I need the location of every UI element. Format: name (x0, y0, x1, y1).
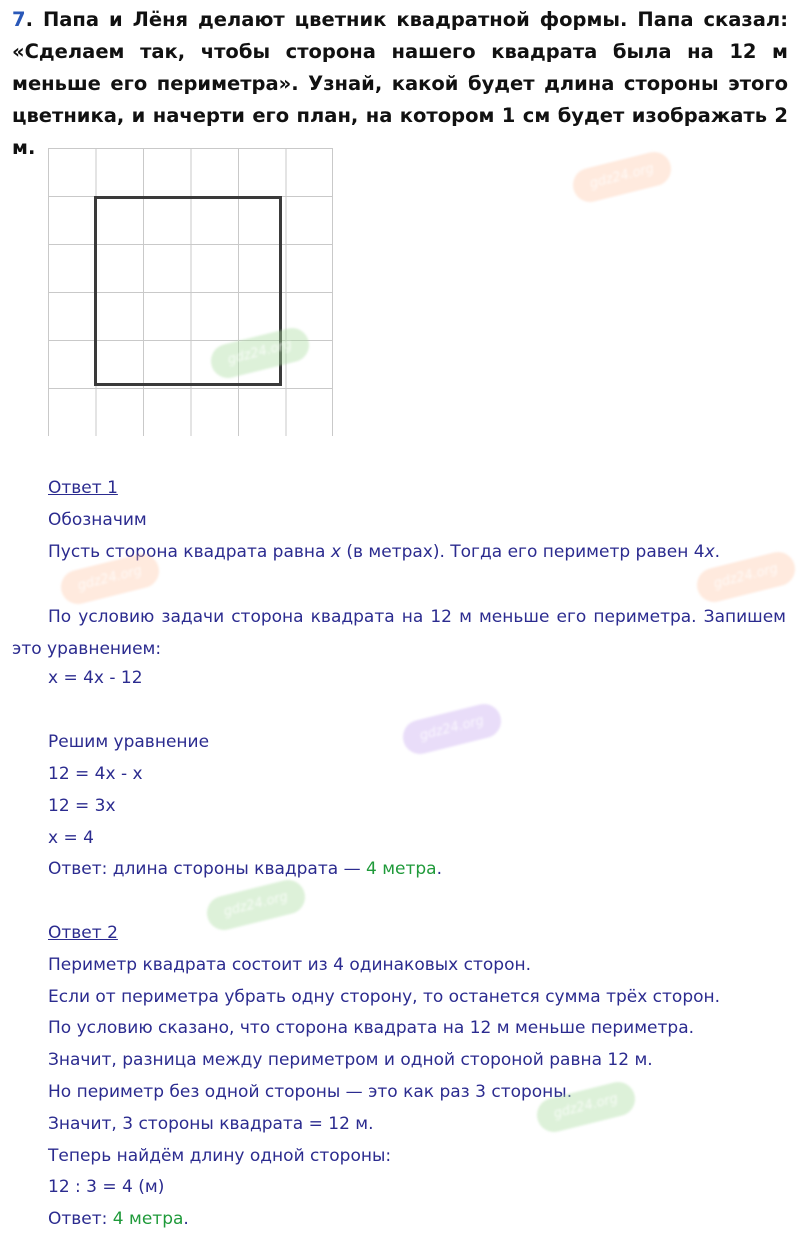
text-span: (в метрах). Тогда его периметр равен 4 (340, 542, 705, 562)
answer2-result (48, 1208, 189, 1230)
answer2-line: Теперь найдём длину одной стороны: (48, 1146, 392, 1166)
text-span: . (714, 542, 721, 562)
task-text: . Папа и Лёня делают цветник квадратной формы. Папа сказал: «Сделаем так, чтобы сторона нашего квадрата была на 12 м меньше его периметра». Узнай, какой будет длина стороны этого цветника, и начерти его план, на котором 1 см будет изображать 2 м. (12, 8, 788, 159)
solve-label: Решим уравнение (48, 732, 210, 752)
text-span: . (436, 859, 443, 879)
answer1-line1: Обозначим (48, 510, 147, 530)
text-span: Ответ: (48, 1209, 113, 1229)
task-number: 7 (12, 8, 26, 31)
var-x: x (330, 542, 341, 562)
equation-2: 12 = 4x - x (48, 764, 143, 784)
watermark: gdz24.org (203, 876, 308, 933)
answer2-line: Но периметр без одной стороны — это как раз 3 стороны. (48, 1082, 573, 1102)
answer2-line: Значит, разница между периметром и одной стороной равна 12 м. (48, 1050, 653, 1070)
answer2-heading: Ответ 2 (48, 923, 118, 943)
answer1-result (48, 858, 442, 880)
answer2-line: Значит, 3 стороны квадрата = 12 м. (48, 1114, 374, 1134)
equation-4: x = 4 (48, 828, 94, 848)
answer1-heading: Ответ 1 (48, 478, 118, 498)
equation-3: 12 = 3x (48, 796, 116, 816)
watermark: gdz24.org (57, 550, 162, 607)
watermark: gdz24.org (693, 548, 798, 605)
answer2-line: Периметр квадрата состоит из 4 одинаковых сторон. (48, 955, 531, 975)
watermark: gdz24.org (207, 324, 312, 381)
text-span: . (183, 1209, 189, 1229)
answer2-line: По условию сказано, что сторона квадрата на 12 м меньше периметра. (48, 1018, 695, 1038)
text-span: Ответ: длина стороны квадрата — (48, 859, 366, 879)
watermark: gdz24.org (533, 1078, 638, 1135)
answer-value: 4 метра (365, 859, 437, 879)
answer1-paragraph: По условию задачи сторона квадрата на 12 м меньше его периметра. Запишем это уравнением: (12, 607, 786, 659)
var-x: x (704, 542, 715, 562)
answer2-line: 12 : 3 = 4 (м) (48, 1177, 165, 1197)
task-statement (12, 4, 788, 164)
watermark: gdz24.org (399, 700, 504, 757)
answer-value: 4 метра (112, 1209, 184, 1229)
watermark: gdz24.org (569, 148, 674, 205)
equation-1: x = 4x - 12 (48, 668, 143, 688)
text-span: Пусть сторона квадрата равна (48, 542, 331, 562)
answer2-line: Если от периметра убрать одну сторону, то останется сумма трёх сторон. (48, 987, 721, 1007)
